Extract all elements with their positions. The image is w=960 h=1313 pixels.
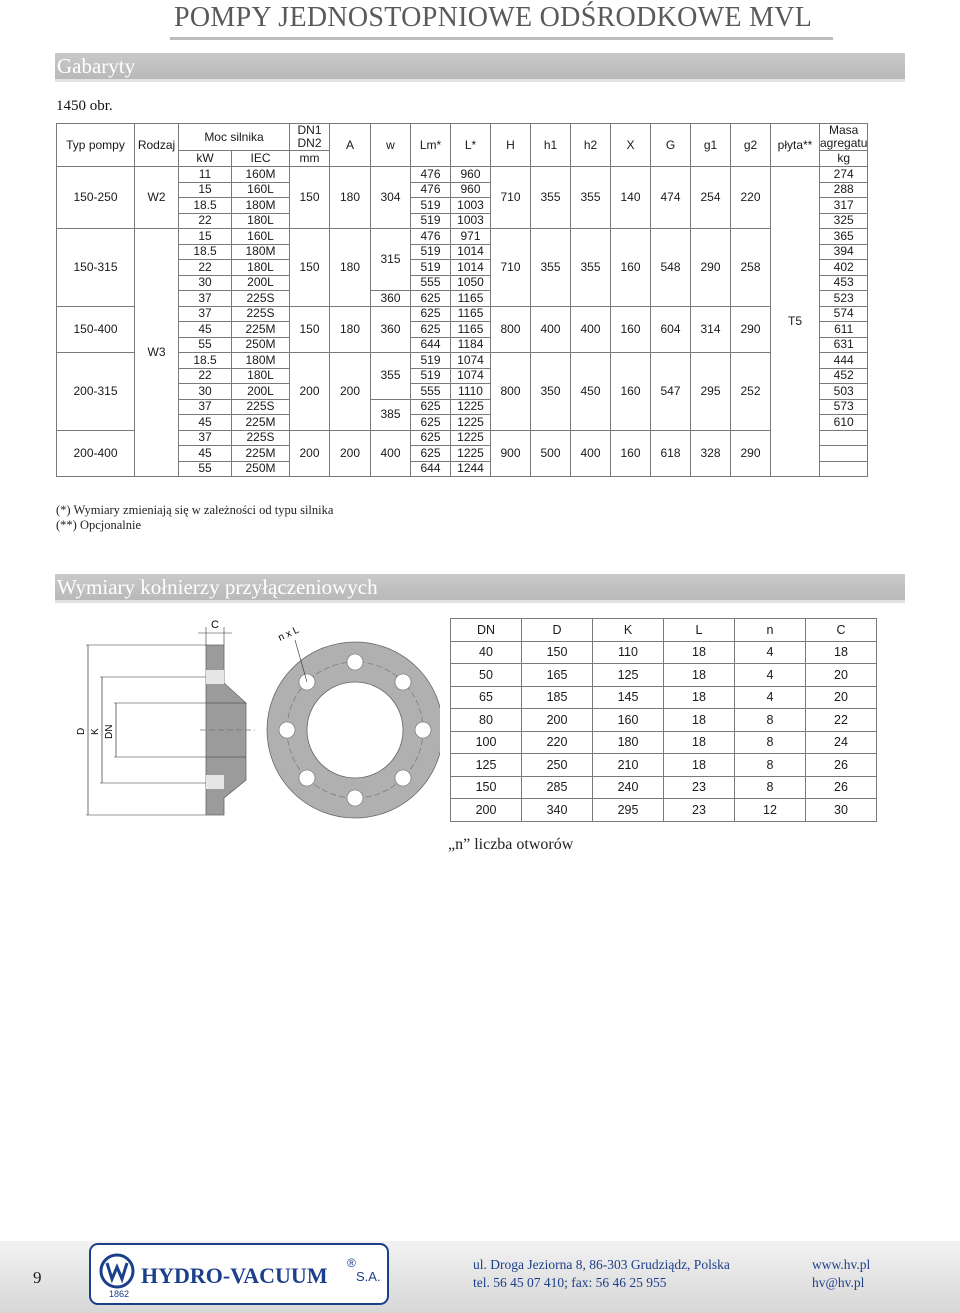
header-kind: Rodzaj [135,124,179,167]
cell-mass: 453 [820,275,868,291]
cell-lm: 555 [411,384,451,400]
flange-row [451,799,877,822]
flange-cell: 50 [451,664,522,687]
flange-row [451,776,877,799]
cell-lm: 519 [411,368,451,384]
cell-a: 180 [330,229,371,307]
cell-l: 1074 [451,353,491,369]
cell-iec: 160L [232,182,290,198]
flange-cell: 160 [593,709,664,732]
flange-cell: 18 [664,731,735,754]
address-line: ul. Droga Jeziorna 8, 86-303 Grudziądz, Polska [473,1257,730,1272]
flange-cell: 240 [593,776,664,799]
cell-iec: 225S [232,430,290,446]
cell-mass: 394 [820,244,868,260]
flange-drawing [70,615,440,830]
cell-kind: W3 [135,229,179,477]
cell-lm: 625 [411,399,451,415]
cell-kw: 37 [179,399,232,415]
logo-registered: ® [347,1256,356,1270]
cell-lm: 519 [411,353,451,369]
table-row [57,229,868,245]
flange-cell: 22 [806,709,877,732]
cell-l: 1165 [451,322,491,338]
cell-iec: 225M [232,415,290,431]
cell-iec: 180L [232,368,290,384]
cell-lm: 555 [411,275,451,291]
flange-cell: 8 [735,731,806,754]
cell-a: 180 [330,167,371,229]
header-lm: Lm* [411,124,451,167]
cell-w: 360 [371,306,411,353]
flange-cell: 4 [735,664,806,687]
flange-cell: 80 [451,709,522,732]
cell-iec: 225S [232,399,290,415]
cell-kw: 30 [179,275,232,291]
footnote-optional: (**) Opcjonalnie [56,518,142,532]
cell-l: 1110 [451,384,491,400]
label-c: C [211,619,219,631]
cell-mass: 325 [820,213,868,229]
flange-cell: 165 [522,664,593,687]
cell-x: 160 [611,430,651,477]
flange-cell: 250 [522,754,593,777]
cell-g2: 290 [731,306,771,353]
cell-l: 1003 [451,213,491,229]
dimensions-table [56,123,868,477]
cell-plate: T5 [771,167,820,477]
flange-cell: 20 [806,686,877,709]
cell-mass [820,446,868,462]
flange-header-cell: K [593,619,664,642]
cell-g2: 258 [731,229,771,307]
holes-note: „n” liczba otworów [448,836,574,853]
flange-cell: 4 [735,641,806,664]
page-title: POMPY JEDNOSTOPNIOWE ODŚRODKOWE MVL [174,2,813,33]
cell-mass: 444 [820,353,868,369]
cell-iec: 180M [232,244,290,260]
flange-cell: 40 [451,641,522,664]
label-nxl: n x L [276,624,301,644]
flange-cell: 12 [735,799,806,822]
cell-w: 385 [371,399,411,430]
cell-mass: 503 [820,384,868,400]
cell-iec: 225S [232,306,290,322]
cell-g1: 254 [691,167,731,229]
flange-cell: 150 [451,776,522,799]
cell-g2: 252 [731,353,771,431]
header-x: X [611,124,651,167]
cell-l: 1184 [451,337,491,353]
company-logo [89,1243,389,1305]
flange-row [451,686,877,709]
flange-cell: 8 [735,754,806,777]
flange-cell: 18 [664,686,735,709]
cell-pump-type: 150-400 [57,306,135,353]
logo-sa: S.A. [356,1269,381,1284]
cell-l: 971 [451,229,491,245]
cell-kw: 22 [179,368,232,384]
cell-g1: 314 [691,306,731,353]
cell-h2: 400 [571,306,611,353]
header-a: A [330,124,371,167]
flange-header-row [451,619,877,642]
cell-l: 1165 [451,291,491,307]
flange-front-bore [307,682,403,778]
cell-w: 360 [371,291,411,307]
cell-pump-type: 150-250 [57,167,135,229]
cell-l: 1050 [451,275,491,291]
cell-h1: 500 [531,430,571,477]
cell-x: 160 [611,306,651,353]
header-kw: kW [179,151,232,167]
cell-h: 800 [491,353,531,431]
flange-cell: 4 [735,686,806,709]
company-web [812,1256,870,1292]
flange-cell: 145 [593,686,664,709]
flange-row [451,754,877,777]
cell-dn: 150 [290,167,330,229]
label-k: K [90,728,101,735]
header-g1: g1 [691,124,731,167]
cell-kw: 18.5 [179,353,232,369]
flange-cell: 200 [451,799,522,822]
cell-lm: 625 [411,430,451,446]
speed-label: 1450 obr. [56,98,113,114]
flange-cell: 110 [593,641,664,664]
flange-cell: 18 [664,664,735,687]
flange-cell: 26 [806,754,877,777]
cell-w: 315 [371,229,411,291]
flange-row [451,731,877,754]
flange-cell: 24 [806,731,877,754]
cell-kw: 55 [179,337,232,353]
bolt-hole-top [206,670,224,684]
cell-a: 180 [330,306,371,353]
cell-l: 1014 [451,244,491,260]
header-mass: Masa agregatu [820,123,868,150]
cell-lm: 476 [411,229,451,245]
cell-lm: 625 [411,291,451,307]
flange-header-cell: L [664,619,735,642]
cell-kw: 22 [179,260,232,276]
section-bar-flanges [55,574,905,603]
header-h2: h2 [571,124,611,167]
flange-cell: 23 [664,799,735,822]
logo-year: 1862 [109,1289,130,1299]
cell-g2: 290 [731,430,771,477]
cell-mass [820,430,868,446]
cell-mass: 523 [820,291,868,307]
cell-iec: 250M [232,461,290,477]
section-title-flanges: Wymiary kołnierzy przyłączeniowych [57,575,378,599]
cell-x: 160 [611,353,651,431]
cell-mass: 288 [820,182,868,198]
cell-g: 618 [651,430,691,477]
cell-kw: 37 [179,306,232,322]
logo-name: HYDRO-VACUUM [141,1263,328,1288]
cell-l: 1165 [451,306,491,322]
cell-lm: 625 [411,415,451,431]
flange-table [450,618,877,822]
flange-cell: 30 [806,799,877,822]
page-number: 9 [33,1268,42,1287]
flange-cell: 18 [664,641,735,664]
cell-iec: 225S [232,291,290,307]
header-plate: płyta** [771,124,820,167]
flange-cell: 125 [593,664,664,687]
cell-dn: 150 [290,306,330,353]
bolt-hole-bottom [206,775,224,789]
cell-kw: 37 [179,430,232,446]
cell-mass: 610 [820,415,868,431]
flange-cell: 20 [806,664,877,687]
header-mm: mm [290,151,330,167]
cell-lm: 625 [411,446,451,462]
section-title-gabaryty: Gabaryty [57,54,136,78]
cell-pump-type: 200-315 [57,353,135,431]
cell-kw: 55 [179,461,232,477]
cell-mass: 317 [820,198,868,214]
cell-h: 710 [491,167,531,229]
cell-lm: 644 [411,337,451,353]
cell-dn: 200 [290,353,330,431]
flange-cell: 65 [451,686,522,709]
cell-iec: 180L [232,213,290,229]
cell-w: 355 [371,353,411,400]
table-row [57,124,868,151]
flange-cell: 295 [593,799,664,822]
table-row [57,167,868,183]
flange-header-cell: n [735,619,806,642]
cell-l: 960 [451,182,491,198]
cell-iec: 160M [232,167,290,183]
flange-row [451,664,877,687]
cell-h: 900 [491,430,531,477]
cell-h2: 400 [571,430,611,477]
cell-w: 400 [371,430,411,477]
cell-g: 547 [651,353,691,431]
section-bar-gabaryty [55,53,905,82]
cell-lm: 644 [411,461,451,477]
cell-l: 960 [451,167,491,183]
cell-mass: 611 [820,322,868,338]
table-row [57,430,868,446]
cell-g2: 220 [731,167,771,229]
cell-kw: 30 [179,384,232,400]
cell-mass: 631 [820,337,868,353]
cell-g: 474 [651,167,691,229]
cell-dn: 150 [290,229,330,307]
cell-lm: 519 [411,260,451,276]
header-dn1-dn2: DN1 DN2 [290,124,330,151]
cell-lm: 519 [411,213,451,229]
footnotes [56,503,333,533]
cell-pump-type: 150-315 [57,229,135,307]
cell-h2: 450 [571,353,611,431]
cell-mass: 365 [820,229,868,245]
header-g: G [651,124,691,167]
cell-mass: 274 [820,167,868,183]
cell-g1: 328 [691,430,731,477]
header-h: H [491,124,531,167]
cell-l: 1003 [451,198,491,214]
flange-row [451,641,877,664]
cell-g1: 295 [691,353,731,431]
header-iec: IEC [232,151,290,167]
header-motor-power: Moc silnika [179,124,290,151]
flange-cell: 23 [664,776,735,799]
cell-kw: 37 [179,291,232,307]
cell-lm: 519 [411,244,451,260]
cell-w: 304 [371,167,411,229]
header-pump-type: Typ pompy [57,124,135,167]
cell-l: 1244 [451,461,491,477]
cell-kw: 18.5 [179,244,232,260]
cell-lm: 519 [411,198,451,214]
cell-iec: 180M [232,198,290,214]
cell-l: 1225 [451,446,491,462]
header-rule [170,37,833,40]
cell-iec: 250M [232,337,290,353]
flange-cell: 285 [522,776,593,799]
cell-h2: 355 [571,167,611,229]
flange-cell: 18 [664,754,735,777]
cell-g1: 290 [691,229,731,307]
cell-iec: 225M [232,322,290,338]
cell-kw: 45 [179,322,232,338]
header-h1: h1 [531,124,571,167]
cell-l: 1225 [451,415,491,431]
cell-kind: W2 [135,167,179,229]
cell-g: 604 [651,306,691,353]
cell-kw: 22 [179,213,232,229]
cell-kw: 18.5 [179,198,232,214]
cell-pump-type: 200-400 [57,430,135,477]
cell-h1: 355 [531,167,571,229]
flange-cell: 220 [522,731,593,754]
cell-dn: 200 [290,430,330,477]
cell-lm: 625 [411,322,451,338]
cell-h2: 355 [571,229,611,307]
cell-mass: 452 [820,368,868,384]
flange-cell: 18 [664,709,735,732]
cell-h1: 400 [531,306,571,353]
header-g2: g2 [731,124,771,167]
cell-iec: 200L [232,275,290,291]
cell-h1: 350 [531,353,571,431]
cell-iec: 225M [232,446,290,462]
email-link[interactable]: hv@hv.pl [812,1275,865,1290]
flange-cell: 185 [522,686,593,709]
cell-mass: 574 [820,306,868,322]
flange-header-cell: DN [451,619,522,642]
cell-kw: 15 [179,182,232,198]
footnote-motor: (*) Wymiary zmieniają się w zależności od typu silnika [56,503,334,517]
cell-mass: 402 [820,260,868,276]
cell-kw: 15 [179,229,232,245]
header-l: L* [451,124,491,167]
table-row [57,353,868,369]
logo-emblem-icon [99,1253,135,1289]
flange-cell: 18 [806,641,877,664]
flange-cell: 26 [806,776,877,799]
cell-lm: 476 [411,167,451,183]
flange-cell: 100 [451,731,522,754]
flange-header-cell: C [806,619,877,642]
flange-cell: 340 [522,799,593,822]
flange-cell: 210 [593,754,664,777]
label-dn: DN [104,724,115,739]
cell-h: 710 [491,229,531,307]
label-d: D [76,727,87,735]
cell-iec: 200L [232,384,290,400]
cell-a: 200 [330,353,371,431]
flange-header-cell: D [522,619,593,642]
flange-cell: 150 [522,641,593,664]
cell-l: 1074 [451,368,491,384]
phone-line: tel. 56 45 07 410; fax: 56 46 25 955 [473,1275,667,1290]
cell-a: 200 [330,430,371,477]
flange-cell: 8 [735,709,806,732]
cell-x: 160 [611,229,651,307]
header-kg: kg [820,151,868,167]
cell-lm: 476 [411,182,451,198]
website-link[interactable]: www.hv.pl [812,1257,871,1272]
cell-iec: 180L [232,260,290,276]
cell-lm: 625 [411,306,451,322]
table-row [57,306,868,322]
cell-kw: 11 [179,167,232,183]
cell-h1: 355 [531,229,571,307]
cell-h: 800 [491,306,531,353]
cell-kw: 45 [179,415,232,431]
flange-cell: 180 [593,731,664,754]
flange-cell: 125 [451,754,522,777]
cell-l: 1014 [451,260,491,276]
cell-kw: 45 [179,446,232,462]
flange-row [451,709,877,732]
cell-l: 1225 [451,399,491,415]
cell-g: 548 [651,229,691,307]
cell-mass [820,461,868,477]
company-address [473,1256,730,1292]
flange-cell: 200 [522,709,593,732]
cell-iec: 160L [232,229,290,245]
cell-iec: 180M [232,353,290,369]
cell-l: 1225 [451,430,491,446]
cell-mass: 573 [820,399,868,415]
cell-x: 140 [611,167,651,229]
flange-cell: 8 [735,776,806,799]
header-w: w [371,124,411,167]
